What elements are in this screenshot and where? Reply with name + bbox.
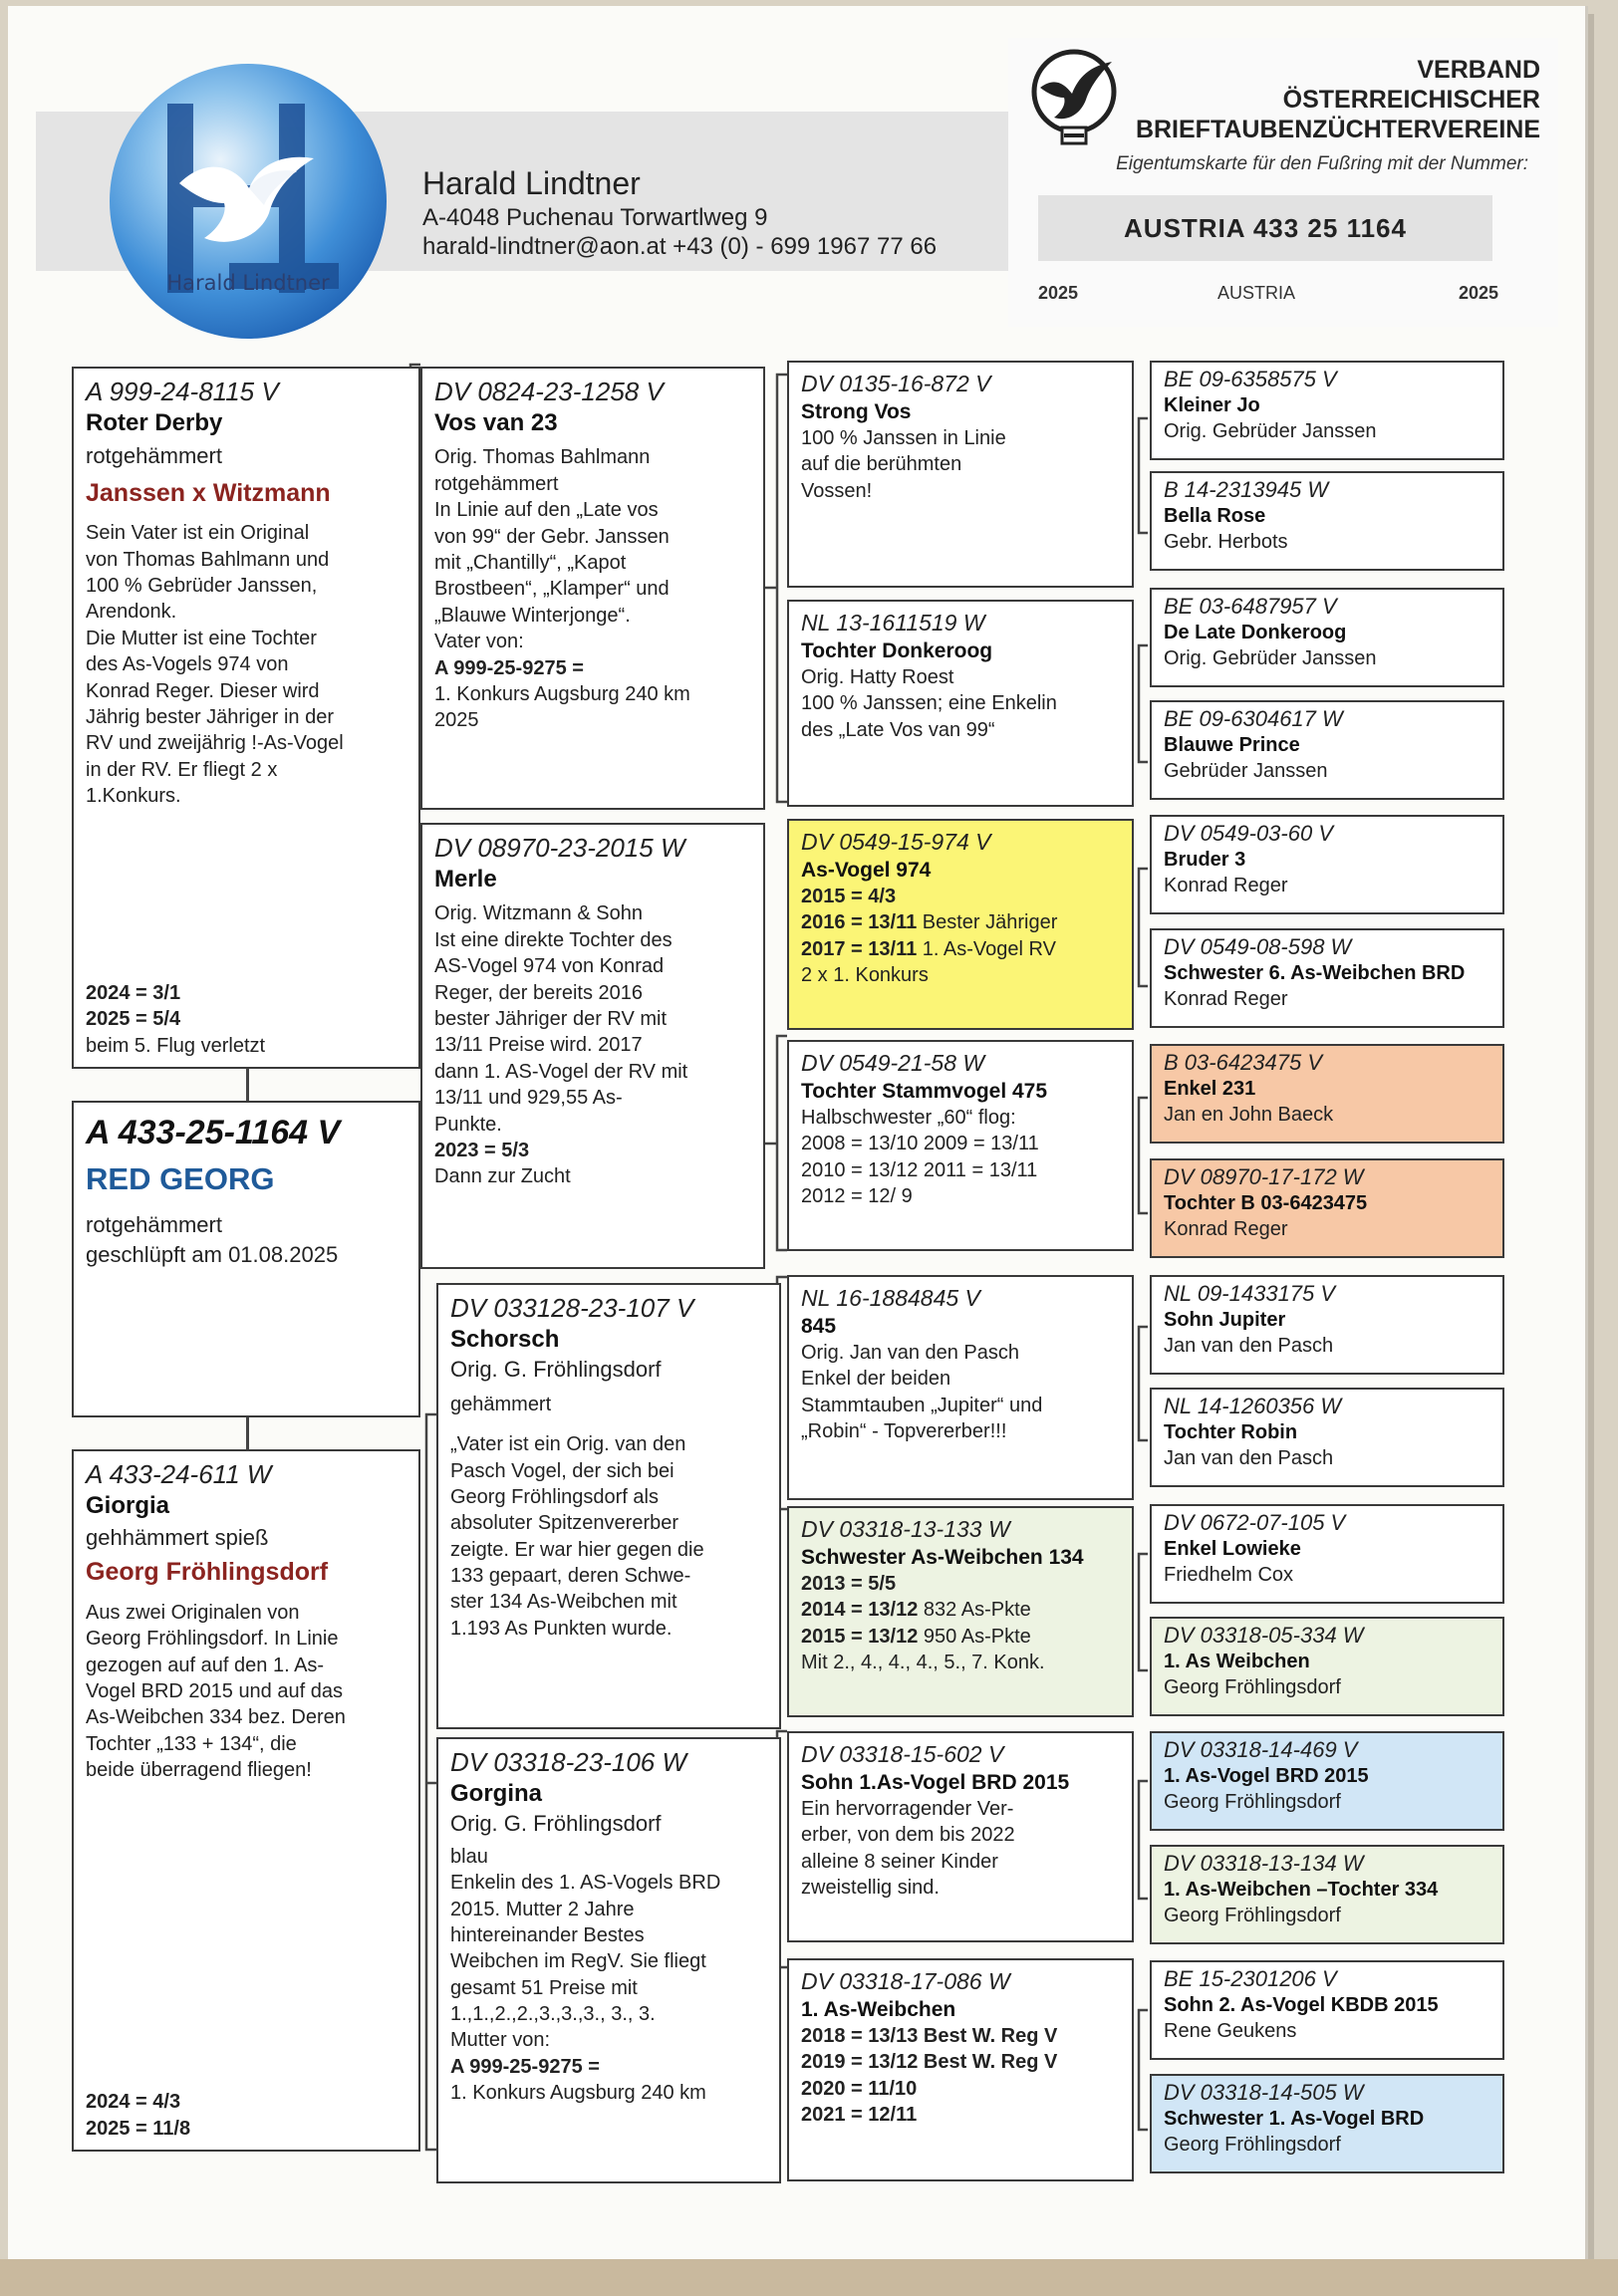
gggp-card xyxy=(1150,471,1504,571)
mother-name: Giorgia xyxy=(86,1492,170,1520)
ggp-name: Schwester As-Weibchen 134 xyxy=(801,1545,1084,1569)
gggp-name: Bella Rose xyxy=(1164,505,1266,528)
ggp-name: Tochter Donkeroog xyxy=(801,638,993,662)
text-line: „Vater ist ein Orig. van den xyxy=(450,1433,686,1456)
text-line: Enkel der beiden xyxy=(801,1368,951,1391)
text-line: RV und zweijährig !-As-Vogel xyxy=(86,732,344,755)
text-line: 2025 xyxy=(434,709,479,732)
gggp-card xyxy=(1150,700,1504,800)
result-line: 2017 = 13/11 xyxy=(801,937,918,960)
text-line: 2012 = 12/ 9 xyxy=(801,1185,913,1208)
gggp-origin: Georg Fröhlingsdorf xyxy=(1164,1676,1341,1699)
gggp-origin: Georg Fröhlingsdorf xyxy=(1164,1905,1341,1927)
gggp-ring: DV 03318-13-134 W xyxy=(1164,1851,1364,1876)
text-line: A 999-25-9275 = xyxy=(434,656,584,679)
result-note: 950 As-Pkte xyxy=(918,1625,1031,1648)
bird-color: rotgehämmert xyxy=(86,1211,222,1237)
gggp-name: Enkel 231 xyxy=(1164,1078,1256,1101)
owner-address: A-4048 Puchenau Torwartlweg 9 xyxy=(422,204,768,231)
text-line: ster 134 As-Weibchen mit xyxy=(450,1591,677,1614)
text-line: bester Jähriger der RV mit xyxy=(434,1007,668,1030)
ggp-ring: DV 03318-15-602 V xyxy=(801,1741,1004,1767)
gggp-name: 1. As Weibchen xyxy=(1164,1651,1310,1673)
gggp-origin: Friedhelm Cox xyxy=(1164,1564,1294,1587)
gp-origin: Orig. G. Fröhlingsdorf xyxy=(450,1811,662,1837)
text-line: Ist eine direkte Tochter des xyxy=(434,928,673,951)
result-note: 832 As-Pkte xyxy=(918,1599,1031,1622)
grandparent-card-ff xyxy=(420,367,765,810)
text-line: gezogen auf auf den 1. As- xyxy=(86,1654,325,1676)
result-line: 2024 = 4/3 xyxy=(86,2091,181,2114)
result-line: 2015 = 13/12 xyxy=(801,1625,919,1648)
gggp-name: Kleiner Jo xyxy=(1164,394,1260,417)
gggp-ring: B 14-2313945 W xyxy=(1164,477,1329,502)
gggp-card xyxy=(1150,1158,1504,1258)
text-line: alleine 8 seiner Kinder xyxy=(801,1850,998,1873)
owner-name: Harald Lindtner xyxy=(422,165,641,201)
gggp-origin: Orig. Gebrüder Janssen xyxy=(1164,647,1377,670)
gggp-origin: Gebr. Herbots xyxy=(1164,531,1288,554)
ggp-card-8 xyxy=(787,1958,1134,2181)
verband-title-3: BRIEFTAUBENZÜCHTERVEREINE xyxy=(1135,116,1540,143)
gggp-ring: DV 0549-08-598 W xyxy=(1164,934,1352,959)
result-line: 2025 = 5/4 xyxy=(86,1008,181,1031)
gggp-ring: BE 03-6487957 V xyxy=(1164,594,1337,619)
country: AUSTRIA xyxy=(1217,283,1296,303)
text-line: 13/11 und 929,55 As- xyxy=(434,1087,623,1110)
text-line: 13/11 Preise wird. 2017 xyxy=(434,1034,643,1057)
gggp-name: Schwester 6. As-Weibchen BRD xyxy=(1164,962,1466,985)
text-line: 2023 = 5/3 xyxy=(434,1139,530,1161)
gggp-name: Sohn 2. As-Vogel KBDB 2015 xyxy=(1164,1994,1439,2017)
text-line: Stammtauben „Jupiter“ und xyxy=(801,1394,1043,1416)
gggp-ring: DV 08970-17-172 W xyxy=(1164,1164,1364,1189)
gggp-ring: BE 15-2301206 V xyxy=(1164,1966,1337,1991)
grandparent-card-mm xyxy=(436,1737,781,2183)
text-line: 1.Konkurs. xyxy=(86,785,181,808)
text-line: „Blauwe Winterjonge“. xyxy=(434,604,631,627)
text-line: Vogel BRD 2015 und auf das xyxy=(86,1680,343,1703)
text-line: Vossen! xyxy=(801,479,873,502)
mother-origin: Georg Fröhlingsdorf xyxy=(86,1558,329,1587)
text-line: Mutter von: xyxy=(450,2029,551,2052)
gggp-name: 1. As-Vogel BRD 2015 xyxy=(1164,1765,1369,1788)
gggp-name: Tochter B 03-6423475 xyxy=(1164,1192,1368,1215)
result-line: 2020 = 11/10 xyxy=(801,2077,918,2100)
ggp-ring: DV 0549-15-974 V xyxy=(801,829,991,855)
text-line: gesamt 51 Preise mit xyxy=(450,1976,638,1999)
text-line: 1. Konkurs Augsburg 240 km xyxy=(450,2082,706,2105)
text-line: erber, von dem bis 2022 xyxy=(801,1824,1015,1847)
gggp-origin: Jan van den Pasch xyxy=(1164,1335,1334,1358)
result-line: 2018 = 13/13 Best W. Reg V xyxy=(801,2024,1058,2047)
gggp-ring: BE 09-6304617 W xyxy=(1164,706,1343,731)
ggp-name: As-Vogel 974 xyxy=(801,858,932,882)
gggp-origin: Jan van den Pasch xyxy=(1164,1447,1334,1470)
text-line: Tochter „133 + 134“, die xyxy=(86,1732,297,1755)
result-line: 2016 = 13/11 xyxy=(801,911,918,934)
text-line: 2010 = 13/12 2011 = 13/11 xyxy=(801,1158,1038,1181)
text-line: Arendonk. xyxy=(86,601,177,624)
ggp-ring: DV 03318-13-133 W xyxy=(801,1516,1010,1542)
father-ring: A 999-24-8115 V xyxy=(86,377,279,406)
result-line: 2021 = 12/11 xyxy=(801,2104,918,2127)
gggp-card xyxy=(1150,1275,1504,1375)
ggp-card-5 xyxy=(787,1275,1134,1500)
gggp-ring: B 03-6423475 V xyxy=(1164,1050,1323,1075)
bird-hatched: geschlüpft am 01.08.2025 xyxy=(86,1242,339,1268)
ggp-name: Sohn 1.As-Vogel BRD 2015 xyxy=(801,1770,1070,1794)
text-line: „Robin“ - Topvererber!!! xyxy=(801,1420,1007,1443)
gp-ring: DV 0824-23-1258 V xyxy=(434,377,664,406)
gggp-name: Enkel Lowieke xyxy=(1164,1538,1301,1561)
text-line: Orig. Thomas Bahlmann xyxy=(434,446,651,469)
text-line: zweistellig sind. xyxy=(801,1877,940,1900)
text-line: hintereinander Bestes xyxy=(450,1923,645,1946)
ggp-card-1 xyxy=(787,361,1134,588)
text-line: Aus zwei Originalen von xyxy=(86,1601,300,1624)
verband-subtitle: Eigentumskarte für den Fußring mit der Nummer: xyxy=(1116,153,1528,174)
mother-ring: A 433-24-611 W xyxy=(86,1459,272,1489)
note-line: beim 5. Flug verletzt xyxy=(86,1034,266,1057)
father-card xyxy=(72,367,420,1069)
ggp-name: Tochter Stammvogel 475 xyxy=(801,1079,1048,1103)
text-line: Punkte. xyxy=(434,1113,502,1136)
gp-ring: DV 033128-23-107 V xyxy=(450,1293,694,1323)
ggp-card-7 xyxy=(787,1731,1134,1942)
text-line: 2 x 1. Konkurs xyxy=(801,964,929,987)
gp-name: Vos van 23 xyxy=(434,409,558,437)
grandparent-card-mf xyxy=(436,1283,781,1729)
text-line: Jährig bester Jähriger in der xyxy=(86,705,335,728)
gggp-name: Tochter Robin xyxy=(1164,1421,1298,1444)
gggp-card xyxy=(1150,1960,1504,2060)
text-line: dann 1. AS-Vogel der RV mit xyxy=(434,1060,688,1083)
text-line: Georg Fröhlingsdorf. In Linie xyxy=(86,1628,339,1651)
text-line: zeigte. Er war hier gegen die xyxy=(450,1538,704,1561)
mother-card xyxy=(72,1449,420,2152)
gggp-card xyxy=(1150,928,1504,1028)
gggp-card xyxy=(1150,1617,1504,1716)
text-line: mit „Chantilly“, „Kapot xyxy=(434,551,627,574)
gggp-card xyxy=(1150,1731,1504,1831)
text-line: As-Weibchen 334 bez. Deren xyxy=(86,1706,346,1729)
gp-ring: DV 03318-23-106 W xyxy=(450,1747,687,1777)
table-surface xyxy=(0,2259,1618,2296)
father-color: rotgehämmert xyxy=(86,443,222,469)
ggp-ring: NL 16-1884845 V xyxy=(801,1285,980,1311)
gp-name: Gorgina xyxy=(450,1780,543,1808)
text-line: auf die berühmten xyxy=(801,453,962,476)
text-line: 100 % Janssen; eine Enkelin xyxy=(801,692,1057,715)
text-line: rotgehämmert xyxy=(434,472,559,495)
text-line: In Linie auf den „Late vos xyxy=(434,499,659,522)
bird-name: RED GEORG xyxy=(86,1161,275,1197)
result-note: 1. As-Vogel RV xyxy=(917,937,1056,960)
gp-color: blau xyxy=(450,1845,488,1868)
text-line: Reger, der bereits 2016 xyxy=(434,981,644,1004)
gggp-name: De Late Donkeroog xyxy=(1164,622,1347,644)
text-line: absoluter Spitzenvererber xyxy=(450,1512,679,1535)
gggp-card xyxy=(1150,1845,1504,1944)
verband-title-1: VERBAND xyxy=(1417,56,1540,84)
result-line: 2025 = 11/8 xyxy=(86,2117,191,2140)
text-line: AS-Vogel 974 von Konrad xyxy=(434,955,665,978)
gggp-card xyxy=(1150,361,1504,460)
gggp-card xyxy=(1150,1388,1504,1487)
gggp-origin: Rene Geukens xyxy=(1164,2020,1297,2043)
text-line: Ein hervorragender Ver- xyxy=(801,1797,1014,1820)
gggp-name: Blauwe Prince xyxy=(1164,734,1300,757)
gggp-card xyxy=(1150,588,1504,687)
text-line: 1. Konkurs Augsburg 240 km xyxy=(434,682,690,705)
bird-ring: A 433-25-1164 V xyxy=(86,1114,341,1151)
gp-name: Schorsch xyxy=(450,1326,560,1354)
father-name: Roter Derby xyxy=(86,409,223,437)
gggp-name: Schwester 1. As-Vogel BRD xyxy=(1164,2108,1425,2131)
result-line: 2015 = 4/3 xyxy=(801,885,897,907)
text-line: 100 % Gebrüder Janssen, xyxy=(86,574,318,597)
gggp-ring: DV 03318-14-505 W xyxy=(1164,2080,1364,2105)
father-origin: Janssen x Witzmann xyxy=(86,478,331,507)
result-line: 2019 = 13/12 Best W. Reg V xyxy=(801,2051,1058,2074)
ggp-name: 1. As-Weibchen xyxy=(801,1997,956,2021)
text-line: 2015. Mutter 2 Jahre xyxy=(450,1898,635,1920)
text-line: 133 gepaart, deren Schwe- xyxy=(450,1565,691,1588)
text-line: von Thomas Bahlmann und xyxy=(86,548,330,571)
result-line: 2024 = 3/1 xyxy=(86,981,181,1004)
mother-color: gehhämmert spieß xyxy=(86,1525,269,1551)
ggp-card-6 xyxy=(787,1506,1134,1717)
gggp-name: Bruder 3 xyxy=(1164,849,1246,872)
gggp-ring: DV 0549-03-60 V xyxy=(1164,821,1333,846)
bird-card xyxy=(72,1101,420,1417)
result-line: 2013 = 5/5 xyxy=(801,1572,897,1595)
gggp-origin: Jan en John Baeck xyxy=(1164,1104,1334,1127)
gggp-ring: NL 09-1433175 V xyxy=(1164,1281,1336,1306)
year-left: 2025 xyxy=(1038,283,1079,303)
gggp-card xyxy=(1150,1504,1504,1604)
gggp-ring: NL 14-1260356 W xyxy=(1164,1394,1342,1418)
ggp-name: 845 xyxy=(801,1314,837,1338)
text-line: Halbschwester „60“ flog: xyxy=(801,1106,1016,1129)
gggp-origin: Konrad Reger xyxy=(1164,875,1288,897)
gggp-origin: Georg Fröhlingsdorf xyxy=(1164,1791,1341,1814)
text-line: 1.193 As Punkten wurde. xyxy=(450,1617,673,1640)
gggp-card xyxy=(1150,2074,1504,2173)
gggp-origin: Georg Fröhlingsdorf xyxy=(1164,2134,1341,2157)
ggp-ring: DV 03318-17-086 W xyxy=(801,1968,1010,1994)
gggp-ring: DV 0672-07-105 V xyxy=(1164,1510,1346,1535)
ring-number: AUSTRIA 433 25 1164 xyxy=(1124,213,1407,243)
text-line: des „Late Vos van 99“ xyxy=(801,718,995,741)
gp-origin: Orig. G. Fröhlingsdorf xyxy=(450,1357,662,1383)
text-line: Orig. Witzmann & Sohn xyxy=(434,902,643,925)
text-line: Orig. Hatty Roest xyxy=(801,665,954,688)
ggp-card-2 xyxy=(787,600,1134,807)
text-line: Dann zur Zucht xyxy=(434,1165,571,1188)
text-line: Orig. Jan van den Pasch xyxy=(801,1341,1020,1364)
ggp-card-3 xyxy=(787,819,1134,1030)
text-line: Die Mutter ist eine Tochter xyxy=(86,627,317,649)
gggp-origin: Konrad Reger xyxy=(1164,1218,1288,1241)
text-line: Pasch Vogel, der sich bei xyxy=(450,1459,674,1482)
text-line: Georg Fröhlingsdorf als xyxy=(450,1485,659,1508)
text-line: Konrad Reger. Dieser wird xyxy=(86,679,320,702)
gp-name: Merle xyxy=(434,866,497,893)
ggp-card-4 xyxy=(787,1040,1134,1251)
gggp-card xyxy=(1150,1044,1504,1144)
logo-text: Harald Lindtner xyxy=(166,271,330,295)
text-line: A 999-25-9275 = xyxy=(450,2055,600,2078)
text-line: Enkelin des 1. AS-Vogels BRD xyxy=(450,1872,721,1895)
text-line: von 99“ der Gebr. Janssen xyxy=(434,525,670,548)
gggp-ring: DV 03318-14-469 V xyxy=(1164,1737,1358,1762)
result-note: Bester Jähriger xyxy=(917,911,1058,934)
gggp-card xyxy=(1150,815,1504,914)
gp-color: gehämmert xyxy=(450,1393,552,1415)
text-line: Weibchen im RegV. Sie fliegt xyxy=(450,1950,706,1973)
text-line: 100 % Janssen in Linie xyxy=(801,426,1006,449)
text-line: Mit 2., 4., 4., 4., 5., 7. Konk. xyxy=(801,1652,1045,1674)
text-line: 2008 = 13/10 2009 = 13/11 xyxy=(801,1133,1039,1155)
text-line: des As-Vogels 974 von xyxy=(86,653,289,676)
text-line: Sein Vater ist ein Original xyxy=(86,522,310,545)
ggp-name: Strong Vos xyxy=(801,399,912,423)
text-line: beide überragend fliegen! xyxy=(86,1759,312,1782)
verband-title-2: ÖSTERREICHISCHER xyxy=(1282,86,1540,114)
result-line: 2014 = 13/12 xyxy=(801,1599,919,1622)
text-line: 1.,1.,2.,2.,3.,3.,3., 3., 3. xyxy=(450,2003,656,2026)
year-right: 2025 xyxy=(1458,283,1498,303)
gggp-ring: DV 03318-05-334 W xyxy=(1164,1623,1364,1648)
gggp-origin: Gebrüder Janssen xyxy=(1164,760,1328,783)
ggp-ring: DV 0135-16-872 V xyxy=(801,371,991,396)
owner-contact: harald-lindtner@aon.at +43 (0) - 699 1967 77 66 xyxy=(422,233,938,260)
gggp-name: 1. As-Weibchen –Tochter 334 xyxy=(1164,1879,1439,1902)
gggp-origin: Orig. Gebrüder Janssen xyxy=(1164,420,1377,443)
ggp-ring: DV 0549-21-58 W xyxy=(801,1050,985,1076)
gggp-ring: BE 09-6358575 V xyxy=(1164,367,1337,391)
gp-ring: DV 08970-23-2015 W xyxy=(434,833,685,863)
ggp-ring: NL 13-1611519 W xyxy=(801,610,985,636)
text-line: Brostbeen“, „Klamper“ und xyxy=(434,578,670,601)
grandparent-card-fm xyxy=(420,823,765,1269)
gggp-name: Sohn Jupiter xyxy=(1164,1309,1286,1332)
text-line: in der RV. Er fliegt 2 x xyxy=(86,758,278,781)
text-line: Vater von: xyxy=(434,631,524,653)
gggp-origin: Konrad Reger xyxy=(1164,988,1288,1011)
